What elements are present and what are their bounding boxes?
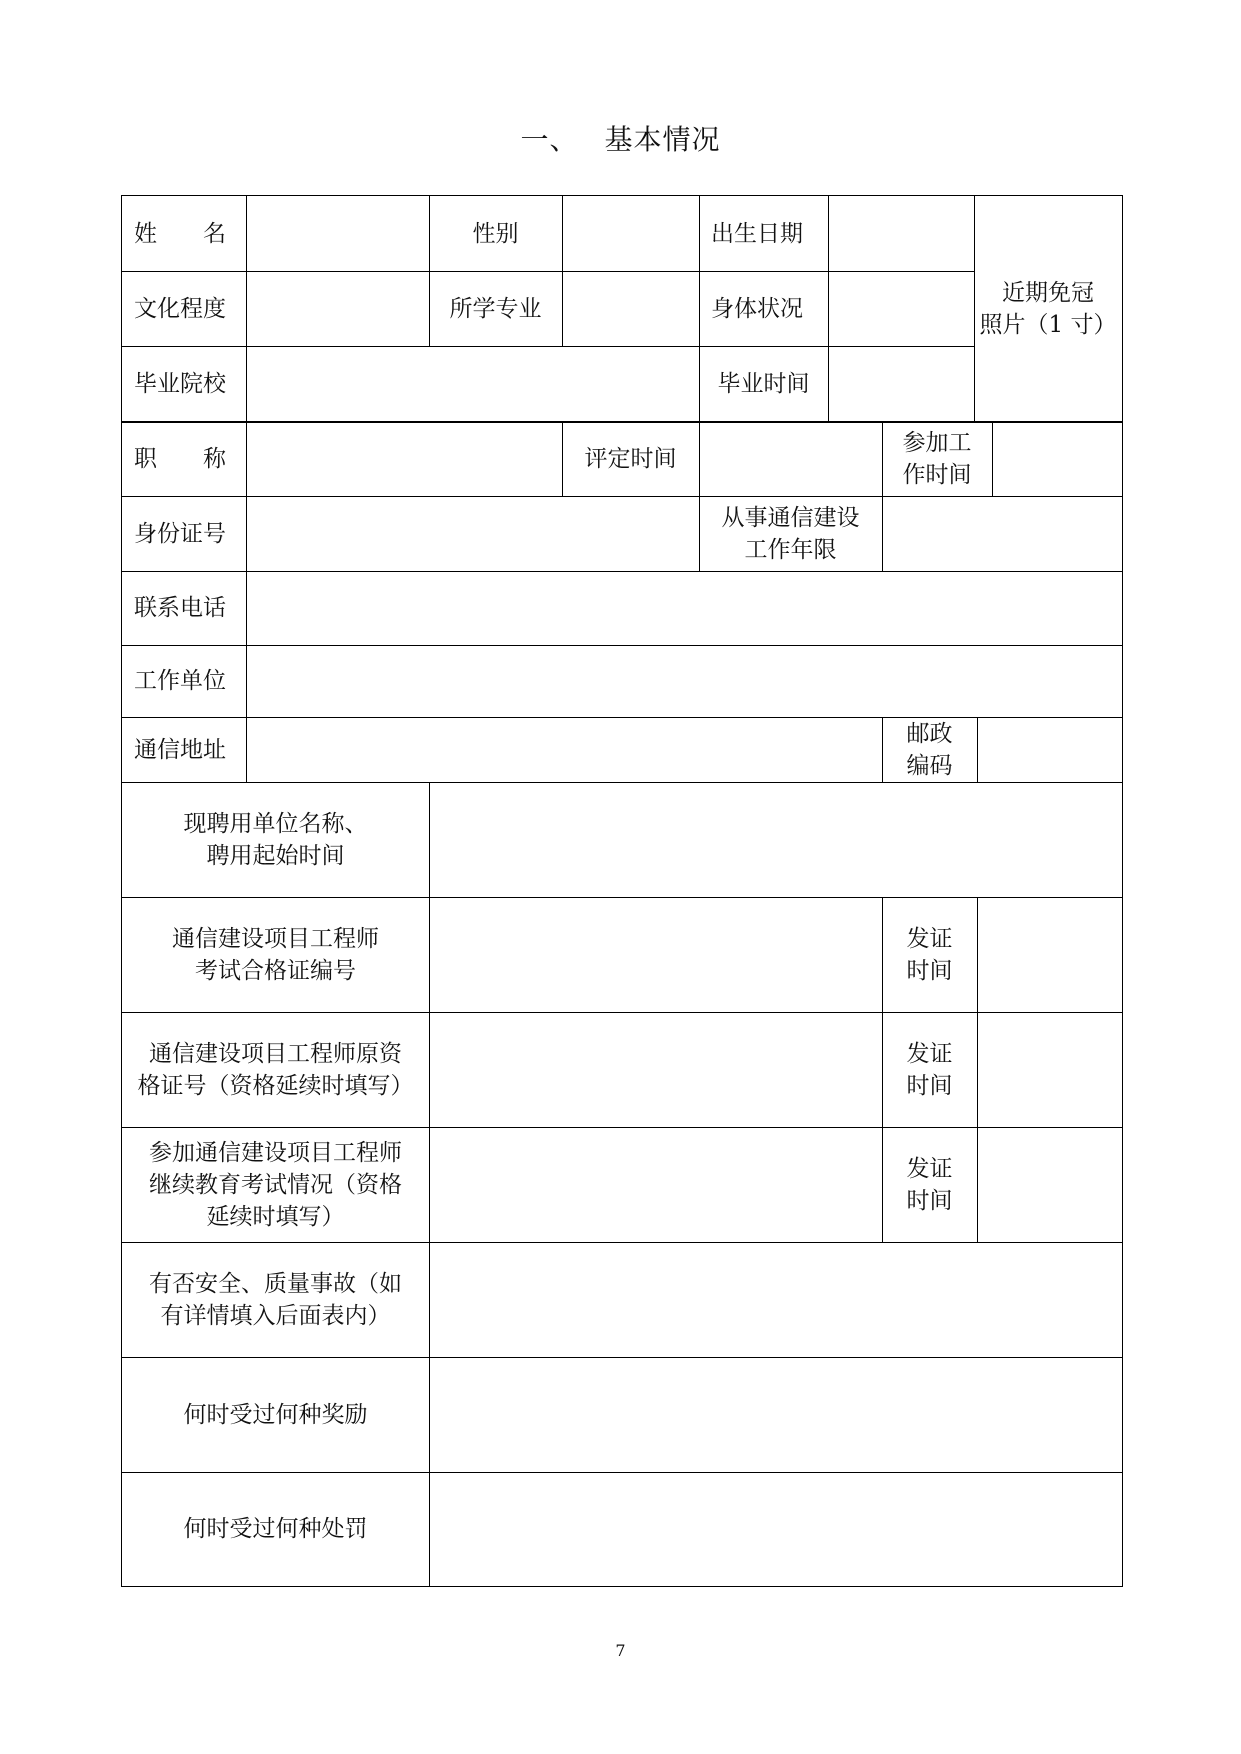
phone-field[interactable]	[246, 571, 1122, 645]
health-field[interactable]	[828, 271, 974, 346]
evaluation-time-label: 评定时间	[584, 445, 677, 472]
current-employer-field[interactable]	[429, 782, 1122, 897]
birth-date-field[interactable]	[828, 196, 974, 271]
awards-label: 何时受过何种奖励	[183, 1401, 368, 1428]
photo-box[interactable]	[974, 196, 1122, 421]
name-field[interactable]	[246, 196, 429, 271]
gender-label: 性别	[472, 220, 519, 247]
graduate-school-label: 毕业院校	[134, 370, 226, 397]
original-cert-field[interactable]	[429, 1012, 882, 1127]
health-label: 身体状况	[711, 295, 803, 322]
continuing-education-issue-time-field[interactable]	[977, 1127, 1122, 1242]
work-years-field[interactable]	[882, 496, 1122, 571]
awards-field[interactable]	[429, 1357, 1122, 1472]
original-cert-label: 通信建设项目工程师原资 格证号（资格延续时填写）	[137, 1040, 414, 1099]
graduate-time-field[interactable]	[828, 346, 974, 421]
photo-label-line1: 近期免冠	[1001, 279, 1094, 306]
cert-number-field[interactable]	[429, 897, 882, 1012]
id-number-label: 身份证号	[134, 520, 226, 547]
graduate-time-label: 毕业时间	[717, 370, 810, 397]
continuing-education-field[interactable]	[429, 1127, 882, 1242]
page-number: 7	[615, 1641, 626, 1660]
original-cert-issue-time-field[interactable]	[977, 1012, 1122, 1127]
education-label: 文化程度	[134, 295, 226, 322]
penalties-field[interactable]	[429, 1472, 1122, 1586]
name-label: 姓 名	[134, 220, 226, 247]
employer-field[interactable]	[246, 645, 1122, 717]
cert-number-label: 通信建设项目工程师 考试合格证编号	[172, 925, 379, 984]
postcode-field[interactable]	[977, 717, 1122, 782]
birth-date-label: 出生日期	[711, 220, 803, 247]
work-start-field[interactable]	[992, 421, 1122, 496]
section-title: 基本情况	[604, 123, 721, 156]
graduate-school-field[interactable]	[246, 346, 699, 421]
penalties-label: 何时受过何种处罚	[183, 1516, 368, 1542]
major-field[interactable]	[562, 271, 699, 346]
phone-label: 联系电话	[134, 595, 226, 621]
title-label: 职 称	[134, 445, 226, 472]
major-label: 所学专业	[449, 295, 542, 322]
original-cert-issue-time-label: 发证 时间	[906, 1040, 953, 1099]
evaluation-time-field[interactable]	[699, 421, 882, 496]
section-heading	[0, 118, 1241, 158]
address-field[interactable]	[246, 717, 882, 782]
title-field[interactable]	[246, 421, 562, 496]
employer-label: 工作单位	[134, 668, 226, 694]
work-start-label: 参加工 作时间	[902, 429, 972, 488]
cert-issue-time-field[interactable]	[977, 897, 1122, 1012]
work-years-label: 从事通信建设 工作年限	[721, 504, 860, 563]
photo-label-line2: 照片（1 寸）	[979, 311, 1117, 338]
current-employer-label: 现聘用单位名称、 聘用起始时间	[183, 810, 368, 869]
cert-issue-time-label: 发证 时间	[906, 925, 953, 984]
postcode-label: 邮政 编码	[906, 720, 953, 779]
accident-field[interactable]	[429, 1242, 1122, 1357]
address-label: 通信地址	[134, 736, 226, 763]
section-number: 一、	[520, 123, 579, 156]
accident-label: 有否安全、质量事故（如 有详情填入后面表内）	[149, 1270, 402, 1329]
education-field[interactable]	[246, 271, 429, 346]
continuing-education-label: 参加通信建设项目工程师 继续教育考试情况（资格 延续时填写）	[149, 1139, 402, 1230]
basic-info-form-table	[121, 195, 1123, 1587]
id-number-field[interactable]	[246, 496, 699, 571]
continuing-education-issue-time-label: 发证 时间	[906, 1155, 953, 1214]
gender-field[interactable]	[562, 196, 699, 271]
